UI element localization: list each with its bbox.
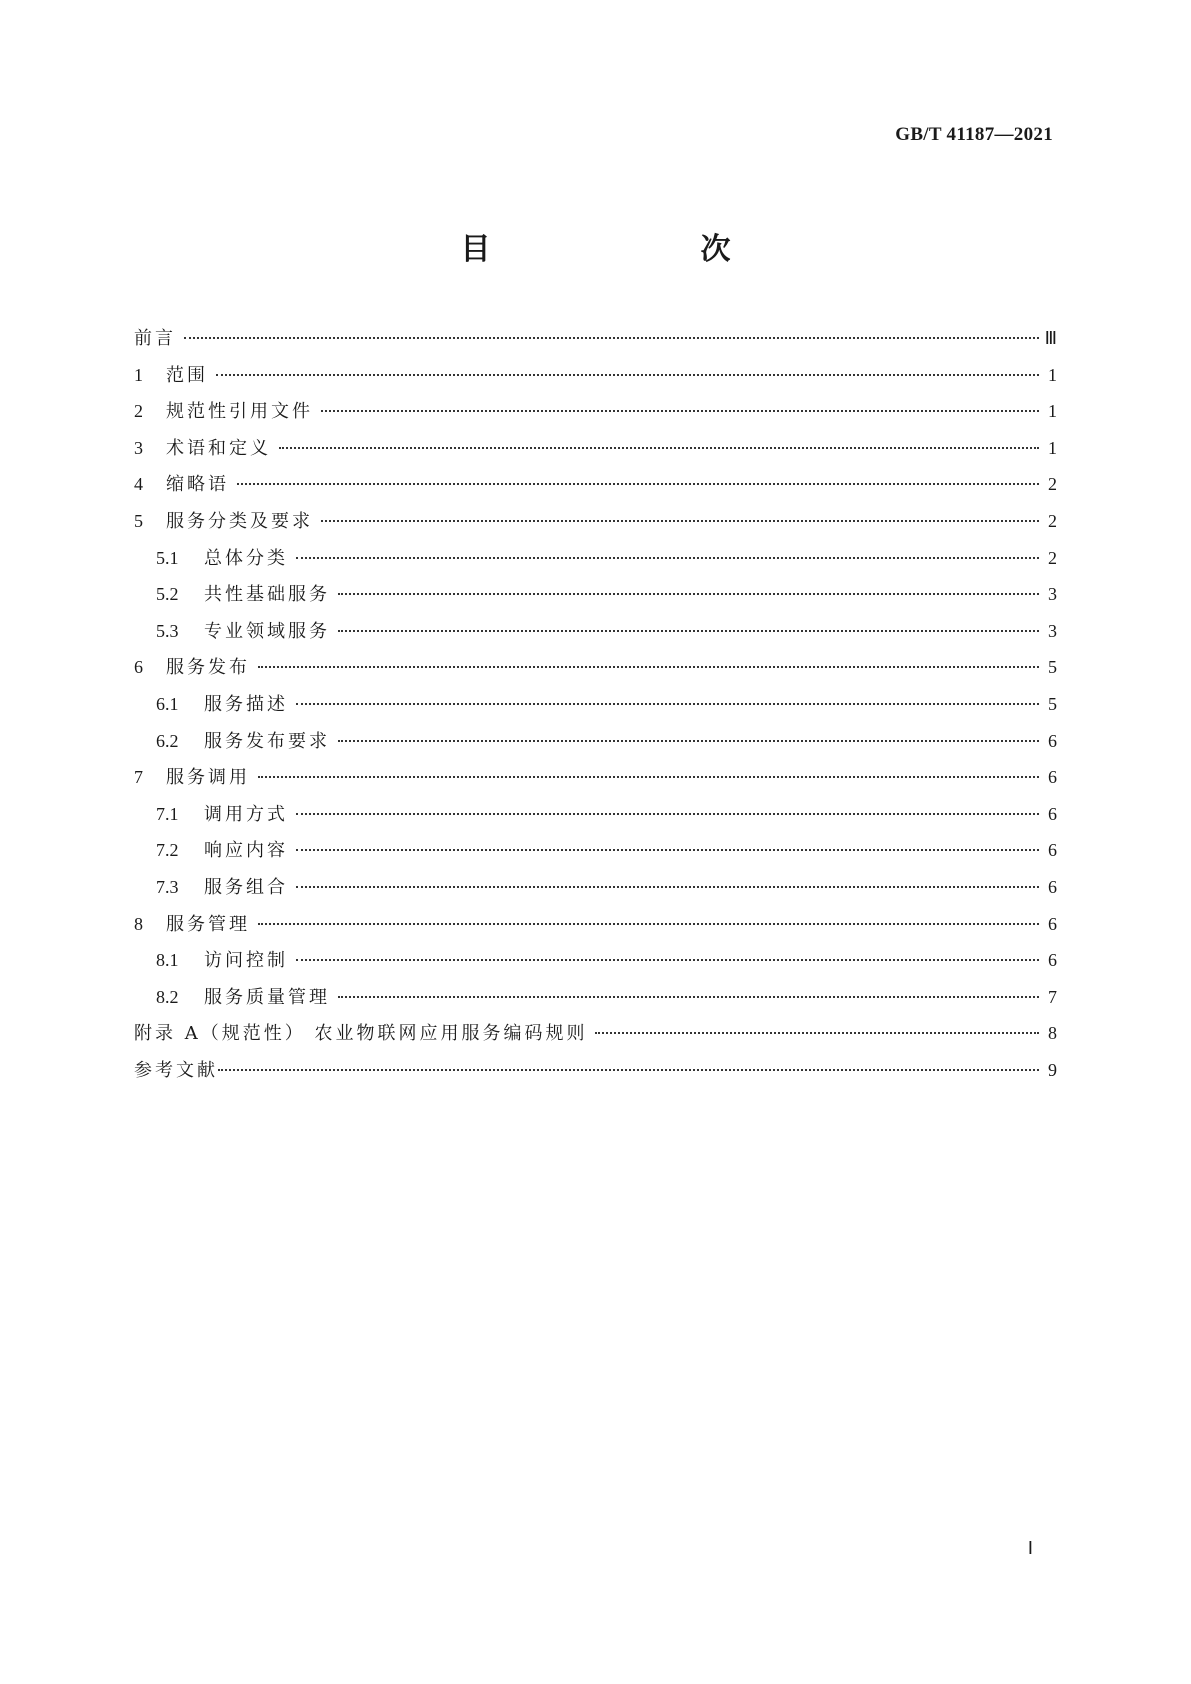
toc-entry-label: 缩略语: [166, 474, 229, 496]
toc-dot-leader: [237, 483, 1039, 485]
toc-dot-leader: [258, 666, 1039, 668]
toc-entry-page: 5: [1048, 693, 1057, 714]
toc-entry[interactable]: [134, 727, 1057, 764]
toc-entry[interactable]: [134, 800, 1057, 837]
toc-entry-page: 1: [1048, 401, 1057, 422]
toc-entry-number: 5.2: [156, 584, 179, 605]
toc-dot-leader: [595, 1032, 1039, 1034]
toc-entry-label: 访问控制: [204, 950, 288, 972]
toc-dot-leader: [296, 703, 1039, 705]
toc-entry-label: 服务描述: [204, 693, 288, 715]
toc-entry-number: 6.1: [156, 693, 179, 714]
toc-entry[interactable]: [134, 580, 1057, 617]
toc-entry-number: 2: [134, 401, 143, 422]
toc-entry-page: 6: [1048, 803, 1057, 824]
toc-dot-leader: [258, 923, 1039, 925]
toc-entry-number: 8.2: [156, 986, 179, 1007]
toc-entry[interactable]: [134, 763, 1057, 800]
footer-page-number: Ⅰ: [1027, 1538, 1033, 1558]
toc-entry-page: 6: [1048, 876, 1057, 897]
toc-entry-label: 服务管理: [166, 913, 250, 935]
toc-dot-leader: [296, 813, 1039, 815]
toc-entry-label: 服务组合: [204, 876, 288, 898]
page-title: 目 次: [460, 232, 781, 267]
toc-entry-label: 服务发布: [166, 657, 250, 679]
toc-dot-leader: [338, 996, 1039, 998]
toc-entry-number: 7: [134, 767, 143, 788]
toc-entry-page: 2: [1048, 547, 1057, 568]
toc-entry[interactable]: [134, 690, 1057, 727]
toc-entry[interactable]: [134, 324, 1057, 361]
toc-entry-label: 服务分类及要求: [166, 510, 313, 532]
toc-entry-page: 9: [1048, 1059, 1057, 1080]
toc-entry-number: 3: [134, 437, 143, 458]
toc-dot-leader: [321, 410, 1039, 412]
toc-dot-leader: [184, 337, 1039, 339]
toc-dot-leader: [338, 593, 1039, 595]
toc-dot-leader: [216, 374, 1039, 376]
toc-entry[interactable]: [134, 1056, 1057, 1093]
toc-entry-label: 服务发布要求: [204, 730, 330, 752]
toc-entry[interactable]: [134, 617, 1057, 654]
toc-entry-page: 7: [1048, 986, 1057, 1007]
toc-entry-label: 参考文献: [134, 1059, 218, 1081]
toc-entry-label: 总体分类: [204, 547, 288, 569]
toc-entry[interactable]: [134, 910, 1057, 947]
toc-entry-label: 调用方式: [204, 803, 288, 825]
toc-entry[interactable]: [134, 397, 1057, 434]
toc-entry-label: 共性基础服务: [204, 584, 330, 606]
toc-entry-number: 5: [134, 510, 143, 531]
toc-entry-page: 8: [1048, 1023, 1057, 1044]
toc-entry-number: 6: [134, 657, 143, 678]
toc-entry-page: 1: [1048, 437, 1057, 458]
toc-entry-label: 附录 A（规范性） 农业物联网应用服务编码规则: [134, 1023, 588, 1045]
toc-entry-number: 4: [134, 474, 143, 495]
toc-entry[interactable]: [134, 873, 1057, 910]
toc-dot-leader: [279, 447, 1039, 449]
toc-entry-label: 响应内容: [204, 840, 288, 862]
toc-entry-number: 7.1: [156, 803, 179, 824]
toc-entry[interactable]: [134, 544, 1057, 581]
toc-dot-leader: [338, 740, 1039, 742]
toc-entry-page: 6: [1048, 840, 1057, 861]
standard-code: GB/T 41187—2021: [895, 124, 1053, 145]
toc-entry-page: 6: [1048, 950, 1057, 971]
toc-dot-leader: [296, 959, 1039, 961]
toc-entry[interactable]: [134, 434, 1057, 471]
toc-dot-leader: [258, 776, 1039, 778]
toc-entry[interactable]: [134, 507, 1057, 544]
toc-entry-page: 2: [1048, 510, 1057, 531]
toc-entry[interactable]: [134, 836, 1057, 873]
toc-entry-page: 6: [1048, 767, 1057, 788]
toc-entry-page: 3: [1048, 620, 1057, 641]
toc-entry-page: 1: [1048, 364, 1057, 385]
toc-entry[interactable]: [134, 946, 1057, 983]
toc-entry-page: 2: [1048, 474, 1057, 495]
toc-dot-leader: [296, 886, 1039, 888]
toc-entry-page: 6: [1048, 913, 1057, 934]
toc-entry-number: 5.3: [156, 620, 179, 641]
toc-dot-leader: [296, 557, 1039, 559]
toc-entry-number: 1: [134, 364, 143, 385]
toc-entry[interactable]: [134, 361, 1057, 398]
toc-entry-page: 5: [1048, 657, 1057, 678]
toc-entry[interactable]: [134, 1019, 1057, 1056]
table-of-contents: [134, 324, 1057, 1092]
toc-entry-label: 服务调用: [166, 767, 250, 789]
toc-dot-leader: [296, 849, 1039, 851]
toc-entry-page: Ⅲ: [1044, 328, 1057, 348]
toc-entry-label: 范围: [166, 364, 208, 386]
toc-entry-label: 专业领域服务: [204, 620, 330, 642]
toc-entry-number: 8: [134, 913, 143, 934]
toc-entry[interactable]: [134, 653, 1057, 690]
toc-entry-number: 7.2: [156, 840, 179, 861]
toc-entry-number: 5.1: [156, 547, 179, 568]
toc-entry-number: 8.1: [156, 950, 179, 971]
toc-entry[interactable]: [134, 983, 1057, 1020]
toc-dot-leader: [218, 1069, 1039, 1071]
toc-entry-label: 服务质量管理: [204, 986, 330, 1008]
toc-dot-leader: [321, 520, 1039, 522]
toc-entry-number: 7.3: [156, 876, 179, 897]
toc-entry-label: 规范性引用文件: [166, 401, 313, 423]
toc-entry-page: 3: [1048, 584, 1057, 605]
toc-entry-label: 前言: [134, 328, 176, 349]
toc-dot-leader: [338, 630, 1039, 632]
toc-entry-number: 6.2: [156, 730, 179, 751]
toc-entry-label: 术语和定义: [166, 437, 271, 459]
toc-entry[interactable]: [134, 470, 1057, 507]
toc-entry-page: 6: [1048, 730, 1057, 751]
